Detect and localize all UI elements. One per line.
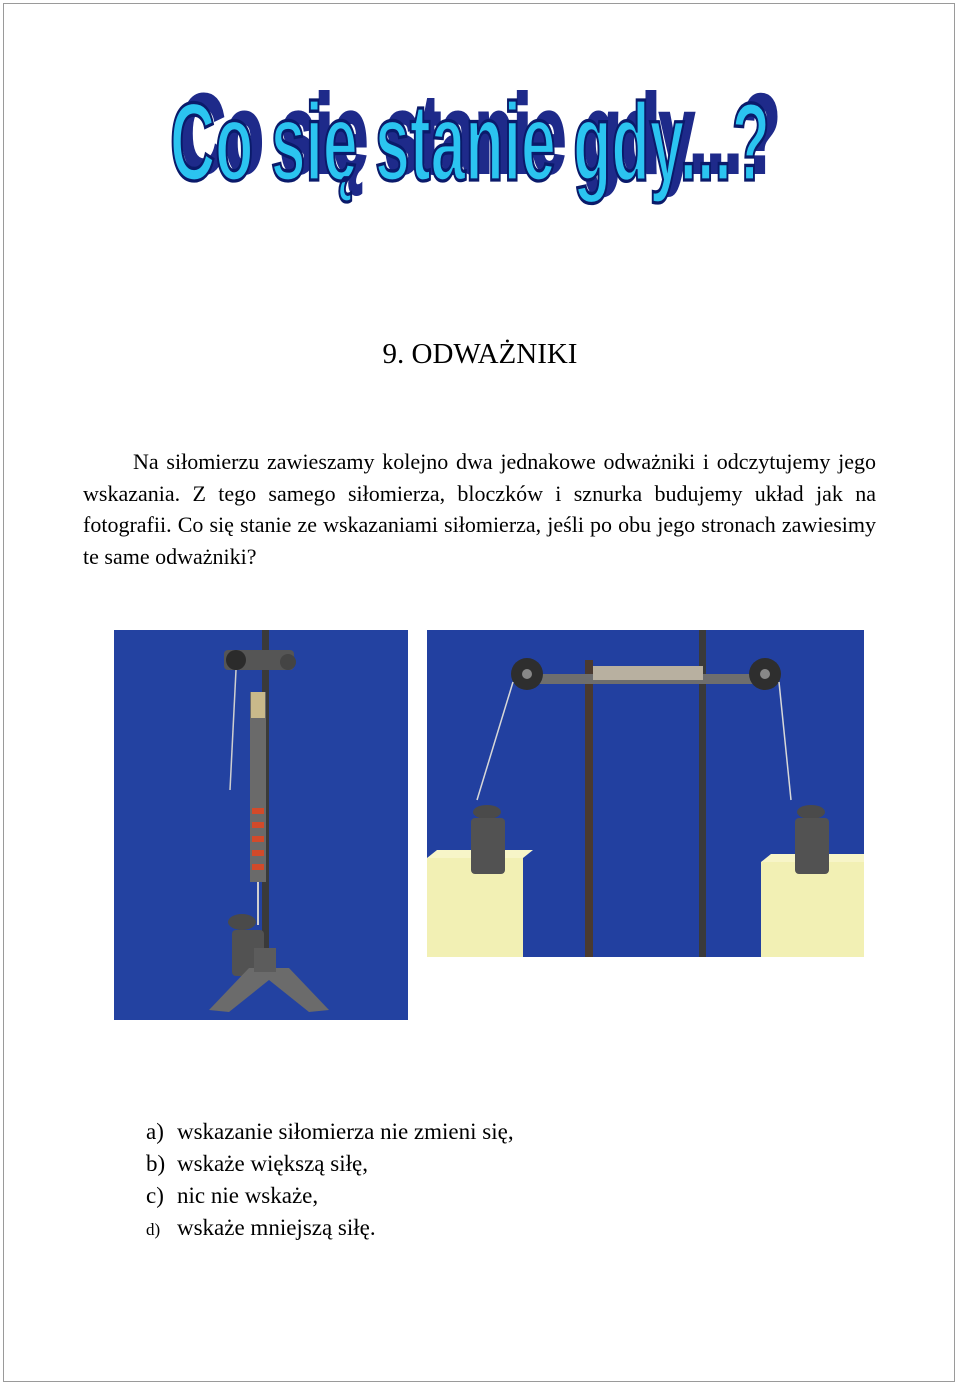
answer-marker: d) [146,1220,161,1239]
answer-text: wskaże większą siłę, [177,1151,368,1176]
answer-option-c[interactable] [146,1180,514,1212]
answer-text: nic nie wskaże, [177,1183,319,1208]
headline-shadow: Co się stanie gdy...? [180,80,781,196]
answer-marker: b) [146,1151,166,1176]
answer-text: wskazanie siłomierza nie zmieni się, [177,1119,514,1144]
section-heading-text: 9. ODWAŻNIKI [382,338,578,370]
answer-marker: c) [146,1183,164,1208]
headline-wordart [150,80,790,250]
question-text: Na siłomierzu zawieszamy kolejno dwa jednakowe odważniki i odczytujemy jego wskazania. Z tego samego siłomierza, bloczków i sznurka budujemy układ jak na fotografii. Co się stanie ze wskazaniami siłomierza, jeśli po obu jego stronach zawiesimy te same odważniki? [83,449,876,569]
photo-pulley-setup [427,630,864,957]
section-heading [0,338,960,371]
photo-spring-scale [114,630,408,1020]
answer-option-b[interactable] [146,1148,514,1180]
answer-option-d[interactable] [146,1212,514,1246]
headline-graphic [150,80,790,250]
answer-option-a[interactable] [146,1116,514,1148]
headline-text: Co się stanie gdy...? [170,80,770,204]
answer-list [146,1116,514,1246]
answer-marker: a) [146,1119,164,1144]
answer-text: wskaże mniejszą siłę. [177,1215,376,1240]
